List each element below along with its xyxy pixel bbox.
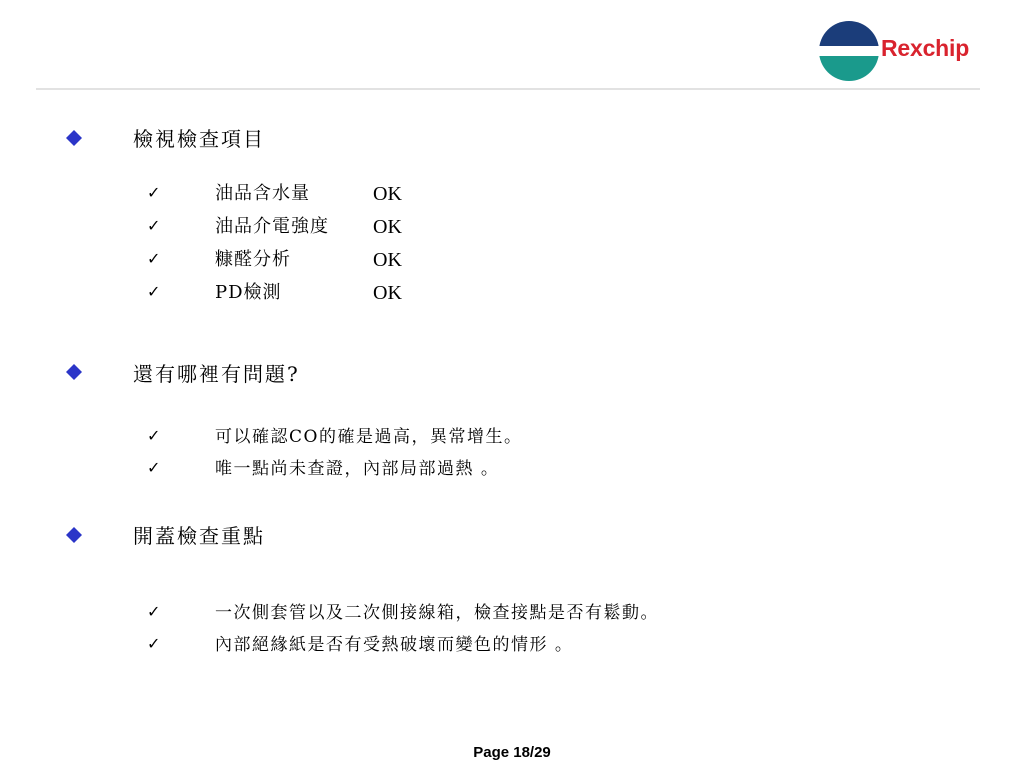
item-label: 油品含水量 [215,183,310,204]
item-label: 一次側套管以及二次側接線箱，檢查接點是否有鬆動。 [215,603,659,623]
check-icon: ✓ [147,458,161,477]
item-label: 油品介電強度 [215,216,329,237]
item-status: OK [373,249,402,271]
list-item [0,602,1024,626]
check-icon: ✓ [147,183,161,202]
check-icon: ✓ [147,249,161,268]
check-icon: ✓ [147,282,161,301]
item-label: 內部絕緣紙是否有受熱破壞而變色的情形 。 [215,635,574,655]
section-title: 檢視檢查項目 [133,127,265,151]
item-status: OK [373,216,402,238]
item-label: 唯一點尚未查證，內部局部過熱 。 [215,459,500,479]
page-number: Page 18/29 [473,744,551,761]
check-icon: ✓ [147,216,161,235]
item-status: OK [373,282,402,304]
list-item [0,634,1024,658]
check-icon: ✓ [147,602,161,621]
item-label: PD檢測 [215,282,282,303]
item-label: 糠醛分析 [215,249,291,270]
check-icon: ✓ [147,634,161,653]
item-status: OK [373,183,402,205]
logo-wordmark: Rexchip [881,35,970,61]
section-title: 開蓋檢查重點 [133,524,265,548]
diamond-icon [66,527,82,543]
item-label: 可以確認CO的確是過高，異常增生。 [215,427,523,447]
check-icon: ✓ [147,426,161,445]
section-title: 還有哪裡有問題? [133,362,300,386]
